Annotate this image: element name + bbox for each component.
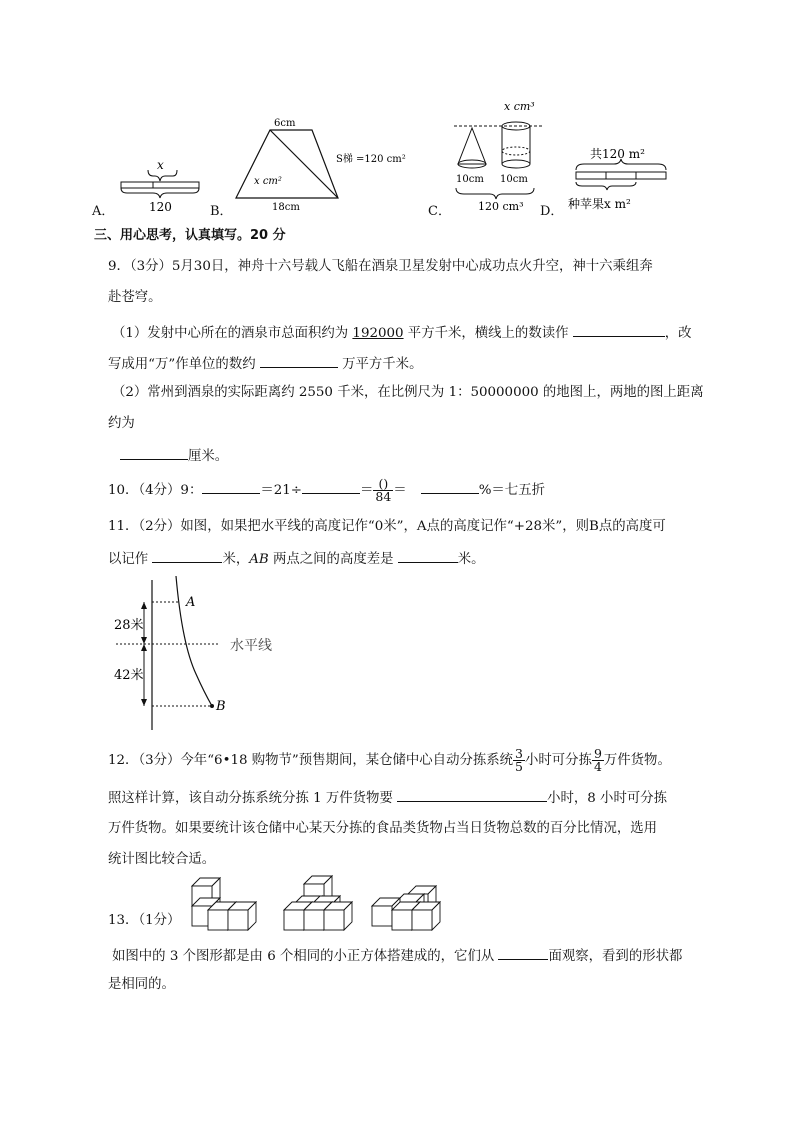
q10-text-e: %＝七五折 [478,483,545,498]
q9-part1 [112,323,692,343]
q9-p1l2-text-a: 写成用“万”作单位的数约 [108,357,260,372]
q13-text-b: 面观察，看到的形状都 [548,949,683,964]
q10-line [108,478,545,503]
q9-p1-text-b: 平方千米，横线上的数读作 [403,326,573,341]
q10-frac-den: 84 [375,489,392,504]
q12-line2 [108,788,667,808]
q12-text-b: 小时可分拣 [524,753,592,768]
q9-part1-line2 [108,354,422,374]
option-a-var: x [157,158,164,172]
q11-text-d: 米。 [457,552,485,567]
q13-cube-figures [186,872,446,934]
q12-f1-num: 3 [515,746,523,761]
q12-blank-hours[interactable] [397,788,547,802]
option-c-cone-cylinder [450,96,550,214]
q9-part2-line3 [120,446,228,466]
option-c-right: 10cm [500,174,528,185]
option-c-left: 10cm [456,174,484,185]
cube-figure-2 [284,876,352,930]
option-a-letter: A． [92,204,115,219]
option-d-bottom: 种苹果x m² [568,197,631,211]
q9-p2-unit: 厘米。 [188,449,229,464]
q12-f2-num: 9 [593,746,602,761]
q11-fig-lower-label: 42米 [114,668,144,683]
q11-text-c: 两点之间的高度差是 [268,552,398,567]
q10-blank-3[interactable] [421,480,479,494]
option-b-trapezoid [230,114,430,214]
option-d-top: 共120 m² [590,147,645,161]
q12-f2-den: 4 [593,759,602,774]
q10-frac-num[interactable]: () [373,478,393,491]
option-c-top: x cm³ [504,100,535,113]
q9-line2: 赴苍穹。 [108,290,162,305]
q11-line2 [108,549,485,569]
option-b-bottom: 18cm [272,202,300,213]
q10-text-d: ＝ [393,483,407,498]
option-b-letter: B． [210,204,233,219]
q11-text-b: 米， [222,552,250,567]
q10-text-c: ＝ [360,483,374,498]
q9-p2-blank[interactable] [120,446,188,460]
q9-line1: 9．（3分）5月30日，神舟十六号载人飞船在酒泉卫星发射中心成功点火升空，神十六乘组奔 [108,259,653,274]
q9-p1l2-text-b: 万平方千米。 [337,357,423,372]
q10-blank-1[interactable] [202,480,260,494]
q10-fraction [373,478,393,503]
q11-fig-point-a: A [186,595,196,610]
q11-fig-point-b: B [216,699,226,714]
q12-fraction-2 [592,748,604,773]
q11-fig-upper-label: 28米 [114,618,144,633]
option-a-total: 120 [149,200,172,214]
q12-l2-text-a: 照这样计算，该自动分拣系统分拣 1 万件货物要 [108,791,398,806]
q12-text-a: 12．（3分）今年“6•18 购物节”预售期间，某仓储中心自动分拣系统 [108,753,514,768]
q10-blank-2[interactable] [302,480,360,494]
q12-line4: 统计图比较合适。 [108,852,216,867]
q9-p1-number: 192000 [352,326,404,341]
q12-fraction-1 [513,748,525,773]
q9-p1-text-c: ，改 [664,326,692,341]
q11-height-figure [108,574,298,734]
option-c-total: 120 cm³ [478,200,524,213]
q12-l2-text-b: 小时，8 小时可分拣 [547,791,668,806]
option-a-bar-model [115,158,205,214]
q11-fig-level-label: 水平线 [230,638,272,654]
q12-line1 [108,748,671,773]
section-title: 三、用心思考，认真填写。20 分 [94,228,286,243]
q10-text-a: 10．（4分）9： [108,483,203,498]
q9-p1-blank-wan[interactable] [260,354,338,368]
q10-text-b: ＝21÷ [260,483,302,498]
q9-p1-text-a: （1）发射中心所在的酒泉市总面积约为 [112,326,353,341]
q11-line1: 11．（2分）如图，如果把水平线的高度记作“0米”，A点的高度记作“+28米”，则B点的高度可 [108,519,666,534]
option-d-bar-model [568,138,678,214]
q13-blank[interactable] [498,946,548,960]
q9-p1-blank-reading[interactable] [573,323,665,337]
cube-figure-1 [192,878,256,930]
q12-line3: 万件货物。如果要统计该仓储中心某天分拣的食品类货物占当日货物总数的百分比情况，选用 [108,821,658,836]
q11-blank-1[interactable] [152,549,222,563]
q13-line2: 是相同的。 [108,977,175,992]
cube-figure-3 [372,886,440,930]
q11-text-ab: AB [249,552,269,567]
q9-part2-line2: 约为 [108,416,135,431]
option-b-top: 6cm [274,118,296,129]
q13-line1 [112,946,682,966]
option-c-letter: C． [428,204,451,219]
q11-blank-2[interactable] [398,549,458,563]
option-b-inner: x cm² [254,176,282,187]
option-d-letter: D． [540,204,564,219]
q13-text-a: 如图中的 3 个图形都是由 6 个相同的小正方体搭建成的，它们从 [112,949,499,964]
q13-label: 13．（1分） [108,913,181,928]
q12-text-c: 万件货物。 [603,753,671,768]
option-b-area: S梯 =120 cm² [336,154,406,165]
q11-text-a: 以记作 [108,552,153,567]
q12-f1-den: 5 [515,759,523,774]
q9-part2-line1: （2）常州到酒泉的实际距离约 2550 千米，在比例尺为 1：50000000 的地图上，两地的图上距离 [112,385,704,400]
